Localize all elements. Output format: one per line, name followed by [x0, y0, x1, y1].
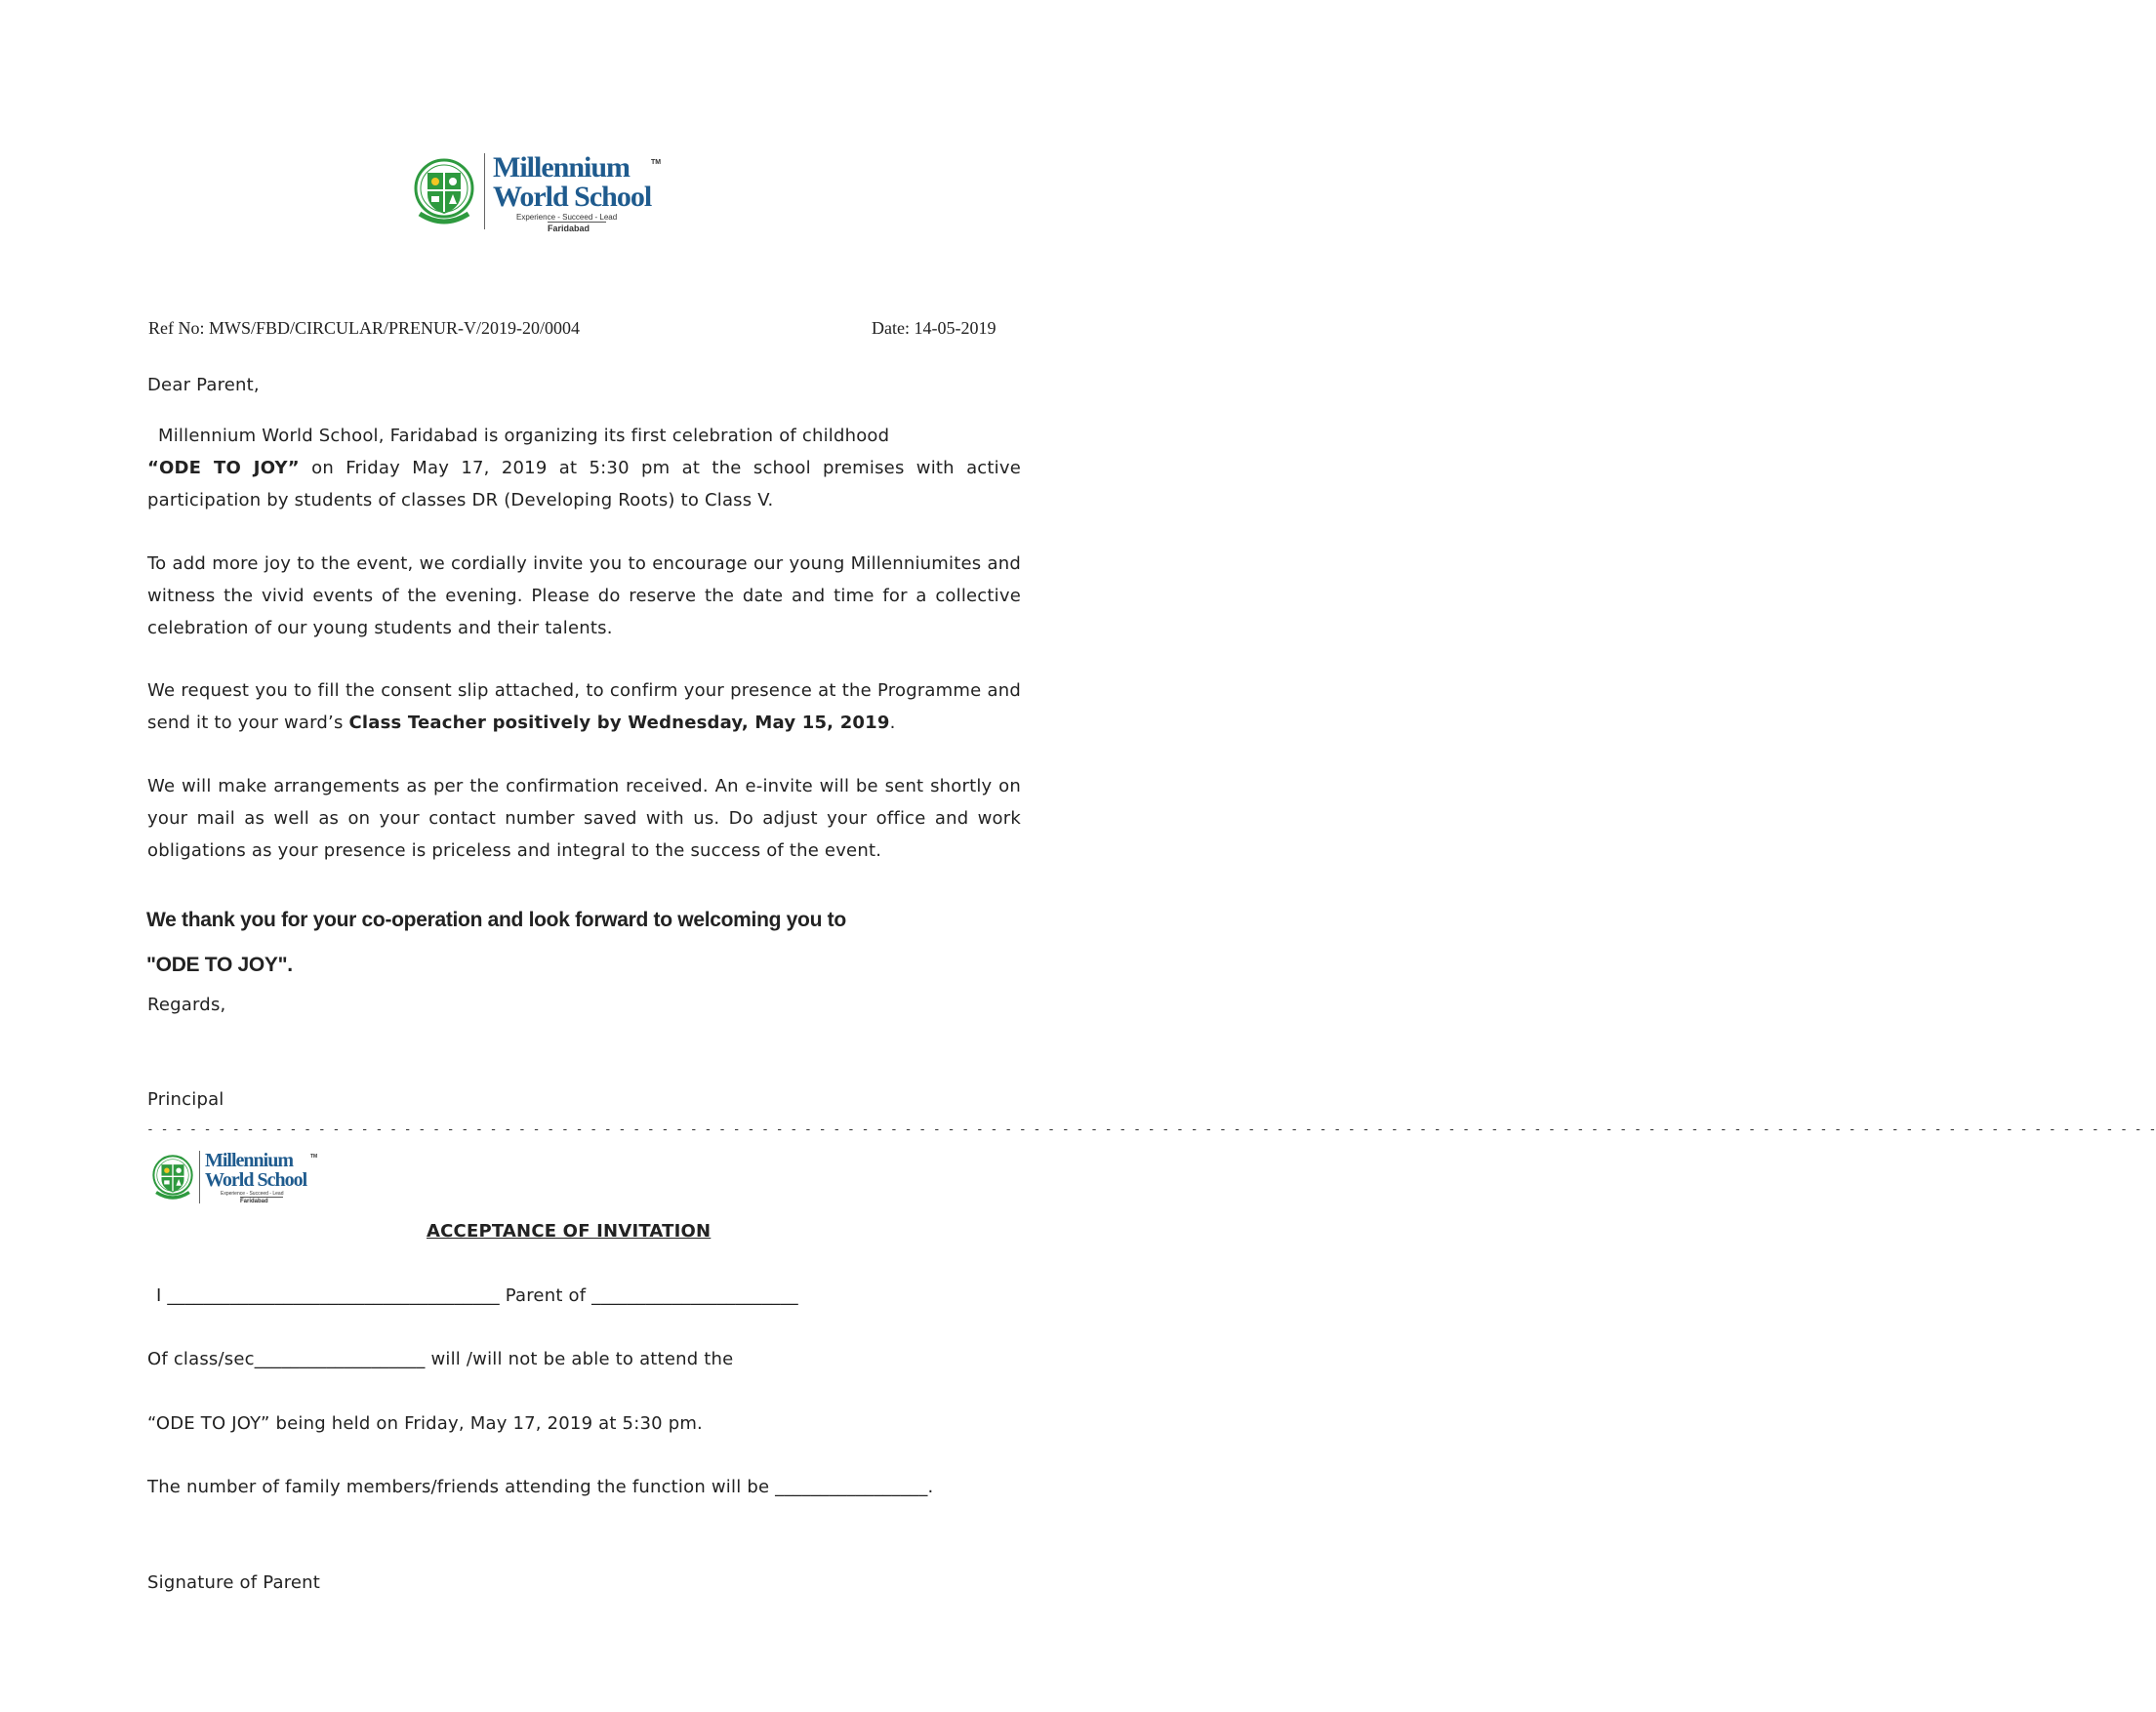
- slip-attendees-line: The number of family members/friends attending the function will be _________________.: [147, 1477, 934, 1497]
- slip-signature-label: Signature of Parent: [147, 1572, 321, 1593]
- logo-name-line2: World School: [493, 181, 652, 213]
- paragraph-3-end: .: [889, 713, 896, 733]
- event-name: “ODE TO JOY”: [147, 458, 300, 478]
- paragraph-1-text: on Friday May 17, 2019 at 5:30 pm at the school premises with active participation by students of classes DR (Developing Roots) to Class V.: [147, 458, 1021, 510]
- slip-title: ACCEPTANCE OF INVITATION: [427, 1221, 712, 1242]
- paragraph-3-text: We request you to fill the consent slip attached, to confirm your presence at the Programme and send it to your ward’s: [147, 680, 1021, 733]
- slip-parent-name-line: I _____________________________________ Parent of _______________________: [156, 1285, 798, 1306]
- paragraph-4: We will make arrangements as per the confirmation received. An e-invite will be sent shortly on your mail as well as on your contact number saved with us. Do adjust your office and work obligations as your presence is priceless and integral to the success of the event.: [147, 776, 1021, 861]
- cut-line-divider: - - - - - - - - - - - - - - - - - - - - - - - - - - - - - - - - - - - - - - - - - - - - - - - - - - - - - - - - - - - - - - - - - - - - - - - - - - - - - - - - - - - - - - - - - - - - - - - - - - - - - - - - - - - - - - - - - - - - - - - - - - - - - - - - - - - - - - - - - - - - -: [146, 1122, 2156, 1137]
- slip-logo-name-line1: Millennium: [205, 1150, 294, 1171]
- signatory: Principal: [147, 1089, 224, 1110]
- school-crest-icon: [152, 1150, 193, 1204]
- reference-number: Ref No: MWS/FBD/CIRCULAR/PRENUR-V/2019-20/0004: [148, 318, 581, 338]
- school-crest-icon: [414, 151, 474, 231]
- deadline-text: Class Teacher positively by Wednesday, May 15, 2019: [348, 713, 890, 733]
- slip-logo: [152, 1150, 318, 1204]
- logo-tagline: Experience - Succeed - Lead: [516, 213, 618, 222]
- closing: Regards,: [147, 995, 226, 1015]
- slip-logo-city: Faridabad: [240, 1197, 283, 1204]
- slip-class-line: Of class/sec___________________ will /will not be able to attend the: [147, 1349, 734, 1369]
- letter-date: Date: 14-05-2019: [872, 318, 997, 338]
- slip-logo-name-line2: World School: [205, 1169, 307, 1191]
- paragraph-2: To add more joy to the event, we cordially invite you to encourage our young Millenniumites and witness the vivid events of the evening. Please do reserve the date and time for a collective celebration of our young students and their talents.: [147, 553, 1021, 638]
- salutation: Dear Parent,: [147, 375, 260, 395]
- slip-logo-tagline: Experience - Succeed - Lead: [221, 1191, 284, 1197]
- thanks-line-2: "ODE TO JOY".: [146, 954, 293, 976]
- thanks-line-1: We thank you for your co-operation and look forward to welcoming you to: [146, 909, 846, 931]
- header-logo: [414, 151, 662, 233]
- paragraph-1: [147, 452, 1021, 516]
- logo-name-line1: Millennium: [493, 151, 631, 183]
- paragraph-1-line-1: Millennium World School, Faridabad is organizing its first celebration of childhood: [158, 426, 890, 446]
- slip-logo-trademark: TM: [310, 1154, 318, 1160]
- paragraph-3: [147, 674, 1021, 739]
- logo-city: Faridabad: [548, 222, 606, 233]
- slip-event-line: “ODE TO JOY” being held on Friday, May 17, 2019 at 5:30 pm.: [147, 1413, 703, 1434]
- logo-trademark: TM: [651, 159, 662, 166]
